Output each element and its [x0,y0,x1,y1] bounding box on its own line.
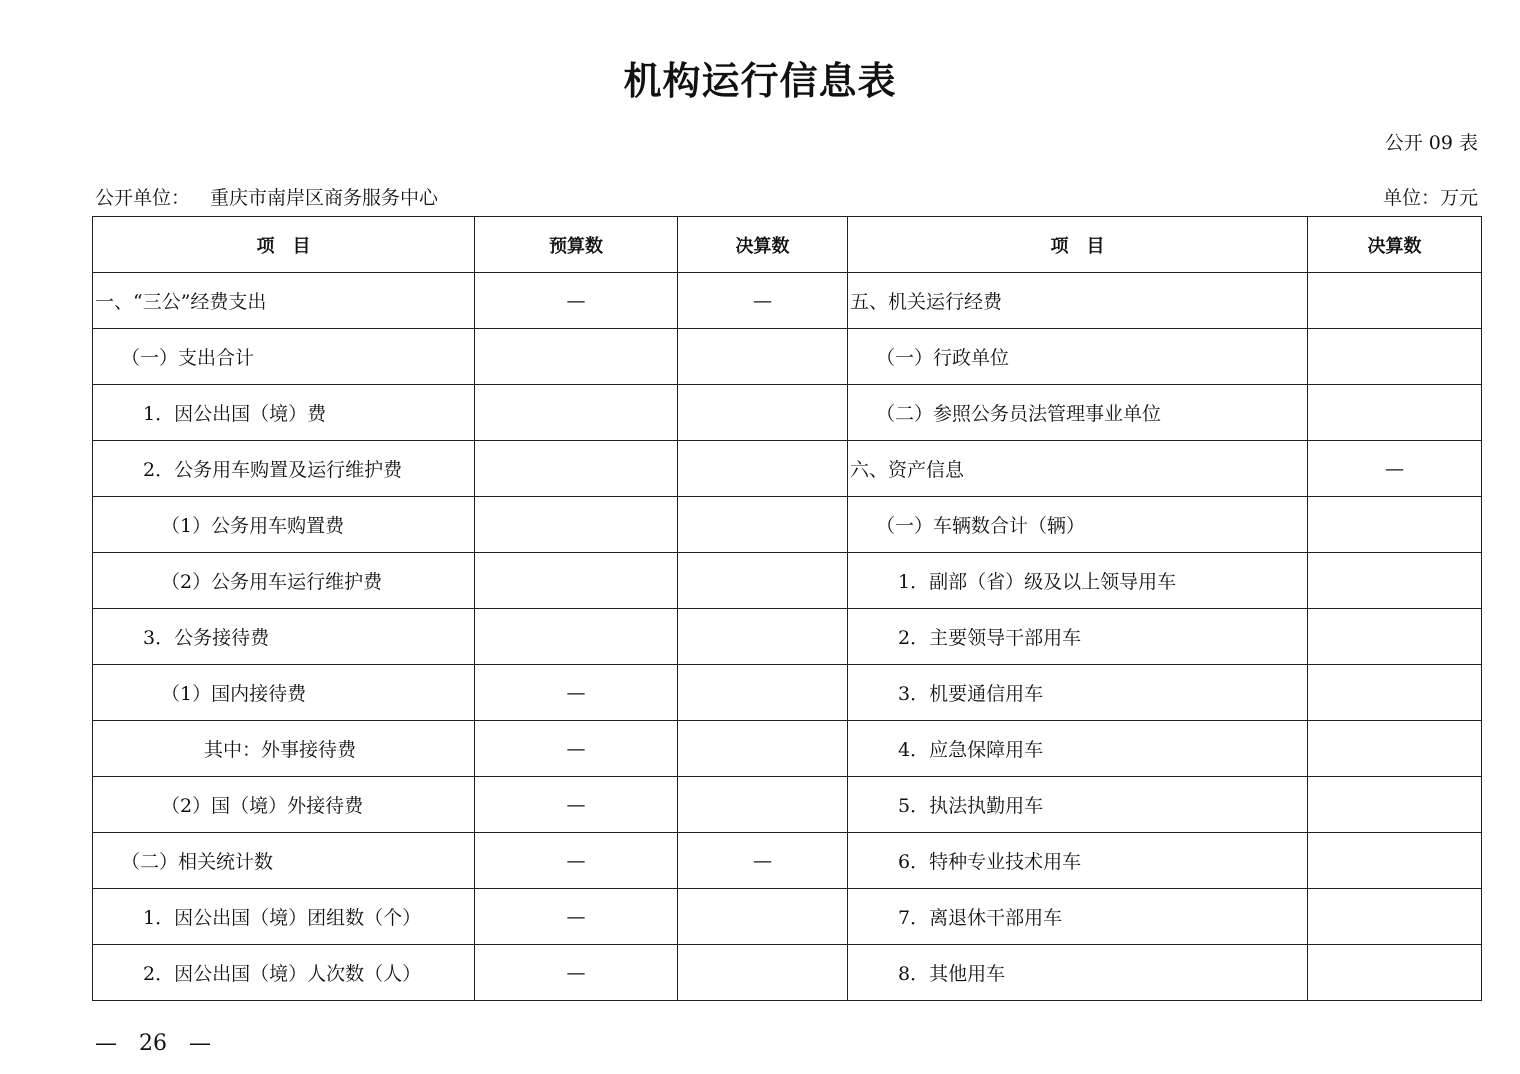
row-budget: — [475,273,678,329]
row-final-right [1308,889,1482,945]
row-final-right [1308,497,1482,553]
row-item-left: （1）国内接待费 [93,665,475,721]
header-final-right: 决算数 [1308,217,1482,273]
row-final-right [1308,273,1482,329]
row-item-right: 2．主要领导干部用车 [848,609,1308,665]
table-row [93,497,1482,553]
row-final [678,721,848,777]
row-final [678,777,848,833]
table-row [93,665,1482,721]
row-final [678,385,848,441]
row-budget: — [475,721,678,777]
row-item-right: 8．其他用车 [848,945,1308,1001]
row-budget [475,441,678,497]
disclosure-unit [95,183,438,210]
disclosure-unit-label: 公开单位： [95,187,191,209]
row-final [678,945,848,1001]
row-item-right: 1．副部（省）级及以上领导用车 [848,553,1308,609]
table-row [93,553,1482,609]
row-final-right [1308,329,1482,385]
row-item-left: 2．因公出国（境）人次数（人） [93,945,475,1001]
row-item-left: （2）公务用车运行维护费 [93,553,475,609]
row-budget: — [475,945,678,1001]
row-budget: — [475,889,678,945]
row-item-right: （一）行政单位 [848,329,1308,385]
row-item-right: 五、机关运行经费 [848,273,1308,329]
row-item-right: （一）车辆数合计（辆） [848,497,1308,553]
table-row [93,385,1482,441]
row-item-left: （二）相关统计数 [93,833,475,889]
row-final-right [1308,945,1482,1001]
row-final-right [1308,833,1482,889]
row-budget [475,385,678,441]
row-final-right: — [1308,441,1482,497]
table-row [93,329,1482,385]
table-row [93,945,1482,1001]
row-budget: — [475,833,678,889]
row-final [678,497,848,553]
row-budget [475,497,678,553]
row-item-right: 7．离退休干部用车 [848,889,1308,945]
row-final-right [1308,721,1482,777]
row-final-right [1308,777,1482,833]
row-final [678,329,848,385]
row-budget [475,609,678,665]
row-item-right: 6．特种专业技术用车 [848,833,1308,889]
row-final [678,553,848,609]
row-final [678,609,848,665]
row-final: — [678,273,848,329]
row-item-left: 一、“三公”经费支出 [93,273,475,329]
disclosure-unit-name: 重庆市南岸区商务服务中心 [210,187,439,209]
row-item-right: 3．机要通信用车 [848,665,1308,721]
currency-unit: 单位：万元 [1382,187,1478,209]
row-item-left: 2．公务用车购置及运行维护费 [93,441,475,497]
row-final [678,665,848,721]
info-table [92,216,1482,1001]
row-item-right: 5．执法执勤用车 [848,777,1308,833]
page-number: — 26 — [95,1031,211,1056]
table-row [93,441,1482,497]
row-final: — [678,833,848,889]
page-title: 机构运行信息表 [623,59,897,103]
table-row [93,777,1482,833]
row-final-right [1308,553,1482,609]
row-item-right: 4．应急保障用车 [848,721,1308,777]
header-final-left: 决算数 [678,217,848,273]
row-item-left: 3．公务接待费 [93,609,475,665]
row-final [678,889,848,945]
row-item-right: 六、资产信息 [848,441,1308,497]
table-row [93,273,1482,329]
header-row [93,217,1482,273]
row-item-left: 1．因公出国（境）团组数（个） [93,889,475,945]
table-row [93,721,1482,777]
row-budget [475,329,678,385]
row-item-left: （1）公务用车购置费 [93,497,475,553]
row-budget [475,553,678,609]
row-item-left: 1．因公出国（境）费 [93,385,475,441]
table-code: 公开 09 表 [1384,132,1478,154]
table-row [93,833,1482,889]
table-row [93,609,1482,665]
header-budget: 预算数 [475,217,678,273]
row-budget: — [475,777,678,833]
header-item-right: 项 目 [848,217,1308,273]
row-item-left: （一）支出合计 [93,329,475,385]
row-item-left: 其中：外事接待费 [93,721,475,777]
row-item-left: （2）国（境）外接待费 [93,777,475,833]
row-final-right [1308,665,1482,721]
row-final [678,441,848,497]
row-budget: — [475,665,678,721]
table-row [93,889,1482,945]
row-item-right: （二）参照公务员法管理事业单位 [848,385,1308,441]
row-final-right [1308,609,1482,665]
header-item-left: 项 目 [93,217,475,273]
row-final-right [1308,385,1482,441]
